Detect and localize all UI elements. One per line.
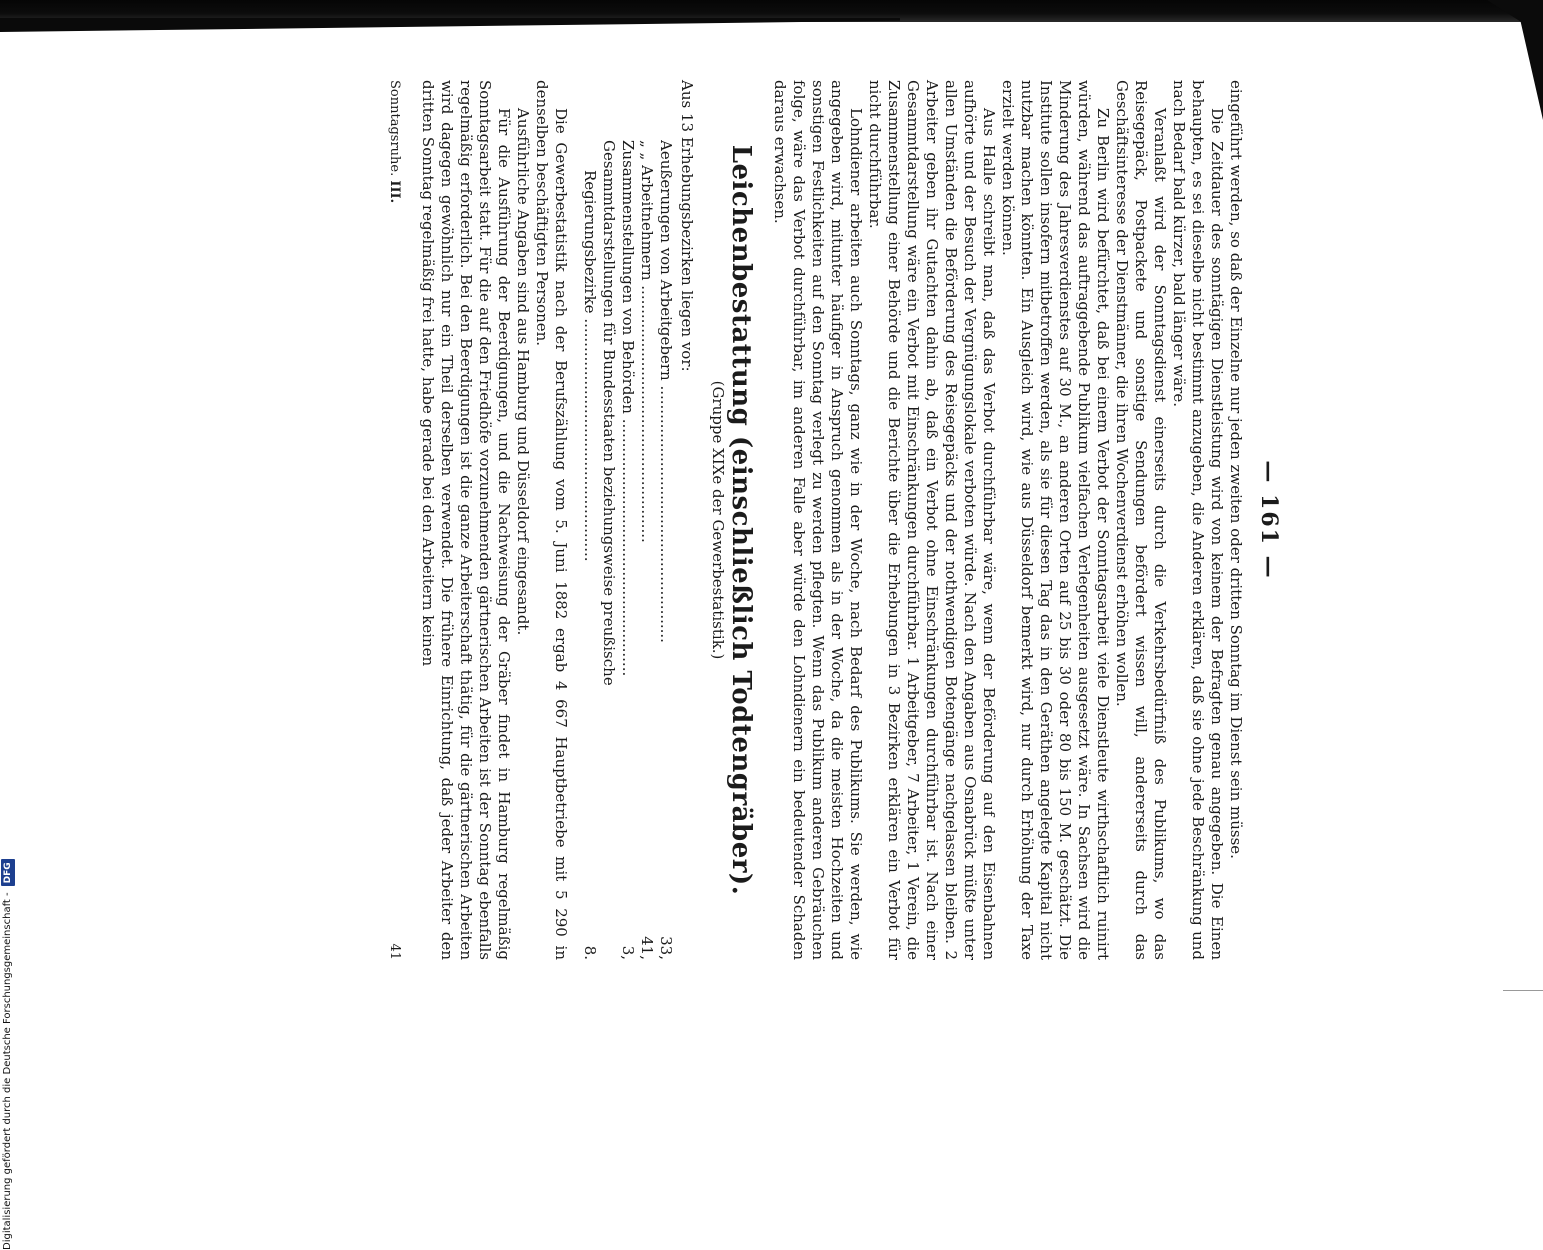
statistics-row-continued: [580, 80, 599, 960]
footer-sheet-number: 41: [387, 943, 402, 960]
statistics-row: [656, 80, 675, 960]
page-footer: [385, 80, 404, 960]
paragraph: Die Gewerbestatistik nach der Berufszählung vom 5. Juni 1882 ergab 4 667 Hauptbetriebe mit 5 290 in denselben beschäftigten Personen.: [533, 80, 570, 960]
statistics-value: 8.: [581, 945, 599, 960]
dfg-logo: DFG: [1, 859, 15, 886]
footer-title: Sonntagsruhe.: [387, 80, 402, 177]
statistics-label: Gesammtdarstellungen für Bundesstaaten beziehungsweise preußische: [600, 140, 618, 686]
page-fold-mark: [1503, 990, 1543, 1001]
paragraph: eingeführt werden, so daß der Einzelne nur jeden zweiten oder dritten Sonntag im Dienst sein müsse.: [1227, 80, 1245, 859]
section-title: Leichenbestattung (einschließlich Todtengräber).: [726, 144, 756, 896]
paragraph: Die Zeitdauer des sonntägigen Dienstleistung wird von keinem der Befragten genau angegeben. Die Einen behaupten, es sei dieselbe nicht bestimmt anzugeben, die Anderen erklären, daß sie ohne jede Beschränkung und nach Bedarf bald kürzer, bald länger wäre.: [1170, 80, 1226, 960]
statistics-row: [599, 80, 618, 960]
digitization-notice-text: Digitalisierung gefördert durch die Deutsche Forschungsgemeinschaft -: [2, 892, 13, 1250]
statistics-row: [637, 80, 656, 960]
scan-edge-shadow: [0, 18, 900, 32]
body-text: [770, 80, 1245, 960]
statistics-value: 41,: [638, 936, 656, 960]
statistics-label: Aeußerungen von Arbeitgebern .....: [656, 140, 675, 900]
paragraph: Zu Berlin wird befürchtet, daß bei einem Verbot der Sonntagsarbeit viele Dienstleute wirthschaftlich ruinirt würden, während das auftraggebende Publikum vielfachen Verlegenheiten ausgesetzt wäre. In Sachsen wird die Minderung des Jahresverdienstes auf 30 M., an anderen Orten auf 25 bis 30 oder 80 bis 150 M. geschätzt. Die Institute sollen insofern mitbetroffen werden, als sie für diesen Tag das in den Geräthen angelegte Kapital nicht nutzbar machen könnten. Ein Ausgleich wird, wie aus Düsseldorf bemerkt wird, nur durch Erhöhung der Taxe erzielt werden können.: [999, 80, 1112, 960]
paragraph: Ausführliche Angaben sind aus Hamburg und Düsseldorf eingesandt.: [514, 108, 532, 636]
statistics-label: „ „ Arbeitnehmern .....: [637, 140, 656, 900]
scanned-page: [0, 80, 1290, 960]
statistics-value: 3,: [619, 945, 637, 960]
closing-text: [418, 80, 570, 960]
statistics-list: [580, 80, 696, 960]
statistics-label: Zusammenstellungen von Behörden .....: [618, 140, 637, 900]
section-subtitle: (Gruppe XIXe der Gewerbestatistik.): [709, 380, 727, 660]
paragraph: Für die Ausführung der Beerdigungen, und die Nachweisung der Gräber findet in Hamburg regelmäßig Sonntagsarbeit statt. Für die auf den Friedhöfe vorzunehmenden gärtnerischen Arbeiten ist der Sonntag ebenfalls regelmäßig erforderlich. Bei den Beerdigungen ist die ganze Arbeiterschaft thätig, für die gärtnerischen Arbeiten wird dagegen gewöhnlich nur ein Theil derselben verwendet. Die frühere Einrichtung, daß jeder Arbeiter den dritten Sonntag regelmäßig frei hatte, habe gerade bei den Arbeitern keinen: [419, 80, 513, 960]
statistics-label: Regierungsbezirke .....: [580, 170, 599, 900]
statistics-value: 33,: [657, 936, 675, 960]
page-number: — 161 —: [1256, 460, 1282, 580]
statistics-lead: Aus 13 Erhebungsbezirken liegen vor:: [678, 80, 696, 372]
digitization-notice: [0, 310, 18, 1250]
paragraph: Lohndiener arbeiten auch Sonntags, ganz wie in der Woche, nach Bedarf des Publikums. Sie werden, wie angegeben wird, mitunter häufiger in Anspruch genommen als in der Woche, da die meisten Hochzeiten und sonstigen Festlichkeiten auf den Sonntag verlegt zu werden pflegten. Wenn das Publikum anderen Gebräuchen folge, wäre das Verbot durchführbar, im anderen Falle aber würde den Lohndienern ein bedeutender Schaden daraus erwachsen.: [771, 80, 865, 960]
statistics-row: [618, 80, 637, 960]
paragraph: Veranlaßt wird der Sonntagsdienst einerseits durch die Verkehrsbedürfniß des Publikums, wo das Reisegepäck, Postpackete und sonstige Sendungen befördert wissen will, andererseits durch das Geschäftsinteresse der Dienstmänner, die ihren Wochenverdienst erhöhen wollen.: [1113, 80, 1169, 960]
paragraph: Aus Halle schreibt man, daß das Verbot durchführbar wäre, wenn der Beförderung auf den Eisenbahnen aufhörte und der Besuch der Vergnügungslokale verboten würde. Nach den Angaben aus Osnabrück müßte unter allen Umständen die Beförderung des Reisegepäcks und der nothwendigen Botengänge nachgelassen bleiben. 2 Arbeiter geben ihr Gutachten dahin ab, daß ein Verbot ohne Einschränkungen durchführbar ist. Nach einer Gesammtdarstellung wäre ein Verbot mit Einschränkungen durchführbar. 1 Arbeitgeber, 7 Arbeiter, 1 Verein, die Zusammenstellung einer Behörde und die Berichte über die Erhebungen in 3 Bezirken erklären ein Verbot für nicht durchführbar.: [866, 80, 998, 960]
footer-left: [385, 80, 404, 203]
footer-signature: III.: [387, 180, 402, 204]
